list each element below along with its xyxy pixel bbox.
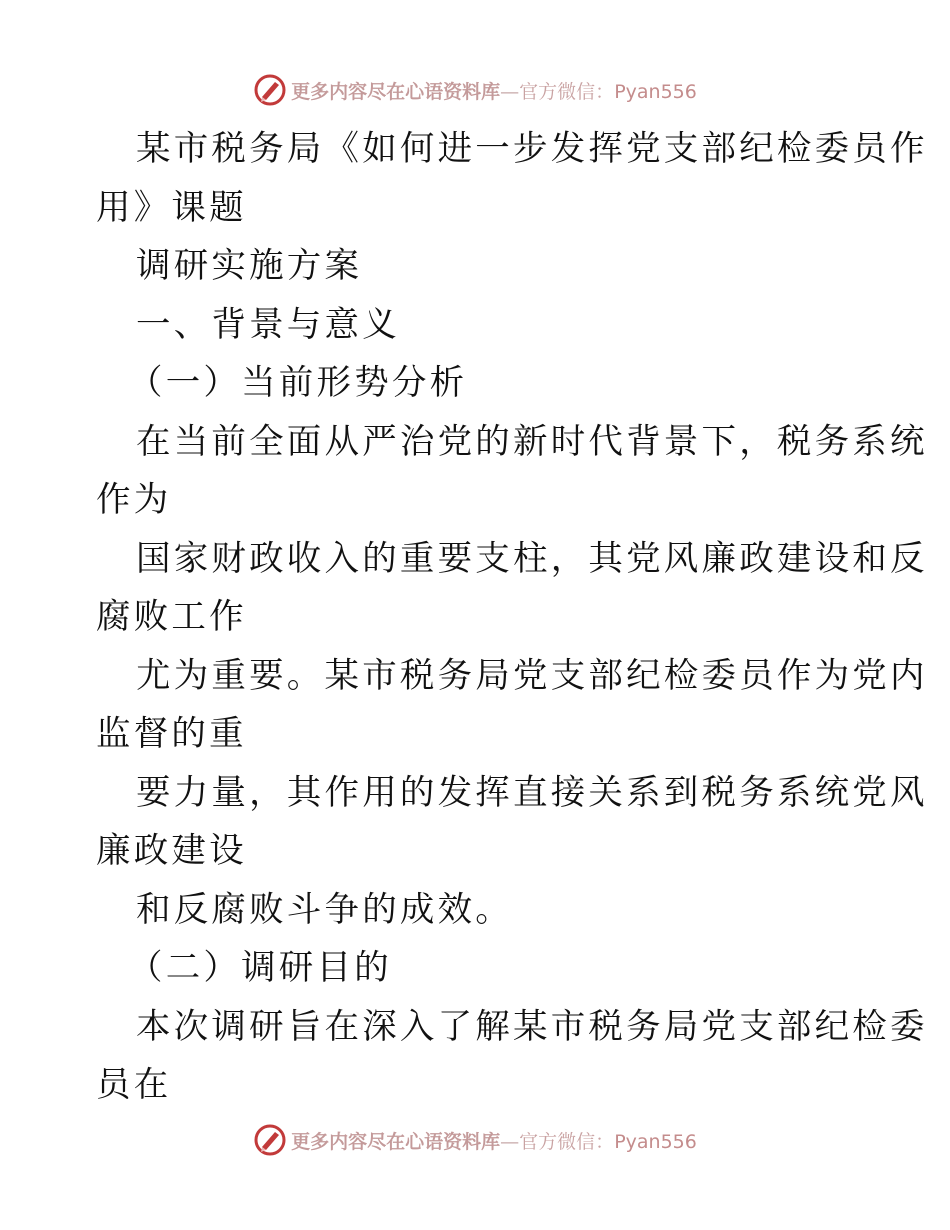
paragraph-line: 和反腐败斗争的成效。 xyxy=(136,889,513,930)
footer-banner-wechat-label: 官方微信： xyxy=(519,1130,615,1153)
header-banner-wechat-label: 官方微信： xyxy=(519,80,615,103)
header-banner-text xyxy=(291,77,697,104)
paragraph-line: 廉政建设 xyxy=(96,831,247,871)
footer-banner-text xyxy=(291,1127,697,1154)
header-banner xyxy=(0,70,950,110)
paragraph-line: 国家财政收入的重要支柱，其党风廉政建设和反 xyxy=(136,538,928,579)
paragraph-line: 要力量，其作用的发挥直接关系到税务系统党风 xyxy=(136,772,928,813)
paragraph-line: 监督的重 xyxy=(96,714,247,754)
document-body xyxy=(96,120,928,1115)
header-banner-dash: — xyxy=(500,80,520,103)
title-line-1: 某市税务局《如何进一步发挥党支部纪检委员作 xyxy=(136,129,928,169)
paragraph-line: 尤为重要。某市税务局党支部纪检委员作为党内 xyxy=(136,655,928,696)
header-banner-main: 更多内容尽在心语资料库 xyxy=(291,80,501,103)
footer-banner-main: 更多内容尽在心语资料库 xyxy=(291,1130,501,1153)
pen-logo-icon xyxy=(253,1123,287,1157)
paragraph-line: 员在 xyxy=(96,1065,172,1105)
section-heading-1: 一、背景与意义 xyxy=(136,304,400,345)
subsection-heading-2: （二）调研目的 xyxy=(128,948,392,988)
paragraph-line: 腐败工作 xyxy=(96,597,247,637)
pen-logo-icon xyxy=(253,73,287,107)
title-line-2: 用》课题 xyxy=(96,187,247,228)
subtitle-line: 调研实施方案 xyxy=(136,246,363,286)
subsection-heading-1: （一）当前形势分析 xyxy=(128,363,468,403)
footer-banner xyxy=(0,1120,950,1160)
paragraph-line: 作为 xyxy=(96,480,172,520)
paragraph-line: 在当前全面从严治党的新时代背景下，税务系统 xyxy=(136,421,928,462)
footer-banner-wechat-id: Pyan556 xyxy=(614,1130,697,1153)
footer-banner-dash: — xyxy=(500,1130,520,1153)
header-banner-wechat-id: Pyan556 xyxy=(614,80,697,103)
paragraph-line: 本次调研旨在深入了解某市税务局党支部纪检委 xyxy=(136,1006,928,1047)
